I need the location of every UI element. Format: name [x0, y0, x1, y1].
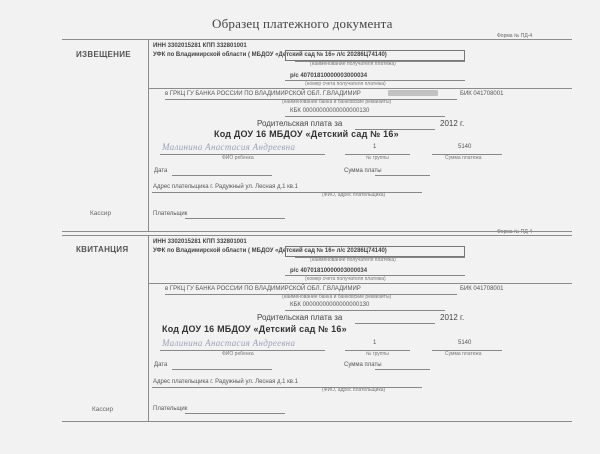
date-label: Дата — [154, 168, 168, 174]
child-name: Малинина Анастасия Андреевна — [162, 338, 296, 348]
recipient-box — [285, 50, 465, 61]
kbk: КБК 00000000000000000130 — [290, 108, 370, 114]
account-number: р/с 40701810000003000034 — [290, 268, 368, 274]
amount-value: 5140 — [458, 144, 472, 150]
payment-purpose: Родительская плата за — [257, 119, 343, 128]
amount-value: 5140 — [458, 340, 472, 346]
total-label: Сумма платы — [344, 362, 382, 368]
ink-smudge — [388, 90, 438, 96]
section-divider — [148, 39, 149, 231]
address-caption: (ФИО, адрес плательщика) — [322, 387, 386, 393]
child-name: Малинина Анастасия Андреевна — [162, 142, 296, 152]
date-label: Дата — [154, 362, 168, 368]
total-label: Сумма платы — [344, 168, 382, 174]
account-number: р/с 40701810000003000034 — [290, 73, 368, 79]
inn-kpp: ИНН 3302015281 КПП 332801001 — [153, 43, 247, 49]
payer-label: Плательщик — [153, 211, 188, 217]
group-caption: № группы — [366, 155, 389, 161]
group-caption: № группы — [366, 351, 389, 357]
year: 2012 г. — [440, 313, 465, 322]
bank-caption: (наименование банка и банковские реквизиты) — [282, 294, 392, 300]
page-title: Образец платежного документа — [212, 16, 393, 31]
kod-dou: Код ДОУ 16 МБДОУ «Детский сад № 16» — [162, 324, 347, 334]
recipient-box — [285, 246, 465, 257]
bank-name: в ГРКЦ ГУ БАНКА РОССИИ ПО ВЛАДИМИРСКОЙ ОБЛ. Г.ВЛАДИМИР — [165, 286, 361, 292]
kod-dou: Код ДОУ 16 МБДОУ «Детский сад № 16» — [214, 129, 399, 139]
cashier-label: Кассир — [92, 406, 114, 413]
address-caption: (ФИО, адрес плательщика) — [322, 192, 386, 198]
amount-caption: Сумма платежа — [445, 155, 482, 161]
group-value: 1 — [373, 144, 377, 150]
section-label-notice: ИЗВЕЩЕНИЕ — [76, 50, 131, 59]
recipient-name: УФК по Владимирской области ( МБДОУ «Детский сад № 16» л/с 20286Ц74140) — [153, 52, 387, 58]
child-caption: ФИО ребенка — [222, 155, 254, 161]
payer-address: Адрес плательщика г. Радужный ул. Лесная д.1 кв.1 — [153, 184, 298, 190]
payer-label: Плательщик — [153, 406, 188, 412]
inn-kpp: ИНН 3302015281 КПП 332801001 — [153, 239, 247, 245]
form-number: Форма № ПД-4 — [497, 33, 533, 39]
section-divider — [148, 235, 149, 421]
recipient-caption: (наименование получателя платежа) — [310, 257, 396, 263]
payer-address: Адрес плательщика г. Радужный ул. Лесная д.1 кв.1 — [153, 379, 298, 385]
cashier-label: Кассир — [90, 210, 112, 217]
form-number: Форма № ПД-4 — [497, 229, 533, 235]
section-label-receipt: КВИТАНЦИЯ — [76, 245, 129, 254]
bik: БИК 041708001 — [460, 286, 504, 292]
child-caption: ФИО ребенка — [222, 351, 254, 357]
payment-purpose: Родительская плата за — [257, 313, 343, 322]
group-value: 1 — [373, 340, 377, 346]
bank-caption: (наименование банка и банковские реквизиты) — [282, 99, 392, 105]
account-caption: (номер счета получателя платежа) — [305, 81, 386, 87]
amount-caption: Сумма платежа — [445, 351, 482, 357]
kbk: КБК 00000000000000000130 — [290, 302, 370, 308]
recipient-caption: (наименование получателя платежа) — [310, 61, 396, 67]
recipient-name: УФК по Владимирской области ( МБДОУ «Детский сад № 16» л/с 20286Ц74140) — [153, 248, 387, 254]
account-caption: (номер счета получателя платежа) — [305, 276, 386, 282]
bank-name: в ГРКЦ ГУ БАНКА РОССИИ ПО ВЛАДИМИРСКОЙ ОБЛ. Г.ВЛАДИМИР — [165, 91, 361, 97]
bik: БИК 041708001 — [460, 91, 504, 97]
year: 2012 г. — [440, 119, 465, 128]
